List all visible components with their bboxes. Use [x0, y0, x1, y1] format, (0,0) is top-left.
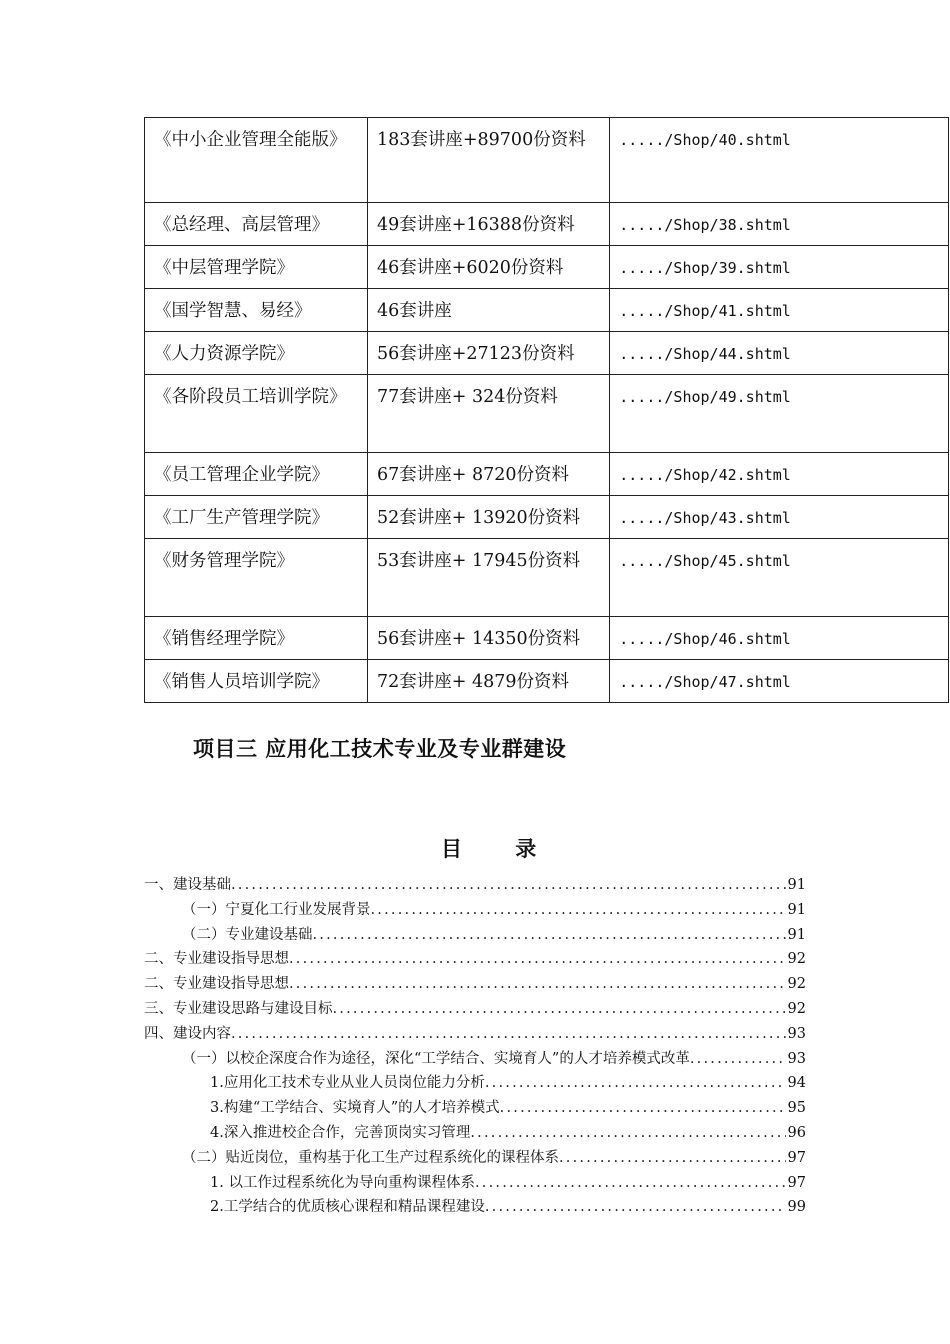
course-table-body — [145, 118, 949, 703]
toc-leader-dots — [485, 1199, 786, 1215]
toc-entry[interactable] — [144, 1171, 806, 1196]
toc-page-number: 97 — [787, 1174, 806, 1191]
toc-entry-text: 2.工学结合的优质核心课程和精品课程建设 — [210, 1199, 485, 1216]
course-content-cell: 56套讲座+ 14350份资料 — [367, 617, 609, 660]
toc-leader-dots — [289, 951, 786, 967]
course-link-cell: ...../Shop/41.shtml — [610, 289, 949, 332]
course-name-cell: 《销售人员培训学院》 — [145, 660, 368, 703]
toc-page-number: 96 — [787, 1124, 806, 1141]
toc-entry[interactable] — [144, 947, 806, 972]
course-name-cell: 《员工管理企业学院》 — [145, 453, 368, 496]
toc-entry-text: （二）贴近岗位，重构基于化工生产过程系统化的课程体系 — [182, 1149, 559, 1166]
toc-entry[interactable] — [144, 923, 806, 948]
toc-page-number: 92 — [787, 976, 806, 993]
toc-page-number: 94 — [787, 1075, 806, 1092]
course-content-cell: 67套讲座+ 8720份资料 — [367, 453, 609, 496]
course-name-cell: 《各阶段员工培训学院》 — [145, 375, 368, 453]
toc-entry[interactable] — [144, 997, 806, 1022]
toc-leader-dots — [371, 902, 786, 918]
toc-entry[interactable] — [144, 1022, 806, 1047]
table-row — [145, 289, 949, 332]
toc-leader-dots — [231, 1026, 786, 1042]
toc-leader-dots — [231, 877, 786, 893]
toc-entry-text: 4.深入推进校企合作，完善顶岗实习管理 — [210, 1124, 471, 1141]
course-name-cell: 《销售经理学院》 — [145, 617, 368, 660]
toc-entry[interactable] — [144, 898, 806, 923]
course-content-cell: 72套讲座+ 4879份资料 — [367, 660, 609, 703]
table-row — [145, 246, 949, 289]
toc-page-number: 92 — [787, 951, 806, 968]
course-content-cell: 53套讲座+ 17945份资料 — [367, 539, 609, 617]
table-row — [145, 332, 949, 375]
course-link-cell: ...../Shop/43.shtml — [610, 496, 949, 539]
toc-entry-text: 四、建设内容 — [144, 1025, 231, 1042]
toc-entry[interactable] — [144, 1047, 806, 1072]
toc-entry[interactable] — [144, 972, 806, 997]
toc-entry-text: 二、专业建设指导思想 — [144, 951, 289, 968]
toc-entry-text: 二、专业建设指导思想 — [144, 976, 289, 993]
toc-entry[interactable] — [144, 1071, 806, 1096]
course-content-cell: 183套讲座+89700份资料 — [367, 118, 609, 203]
section-heading: 项目三 应用化工技术专业及专业群建设 — [193, 737, 567, 761]
toc-entry-text: 三、专业建设思路与建设目标 — [144, 1000, 333, 1017]
course-link-cell: ...../Shop/49.shtml — [610, 375, 949, 453]
course-link-cell: ...../Shop/47.shtml — [610, 660, 949, 703]
toc-entry-text: 1. 以工作过程系统化为导向重构课程体系 — [210, 1174, 475, 1191]
table-row — [145, 660, 949, 703]
course-name-cell: 《总经理、高层管理》 — [145, 203, 368, 246]
course-name-cell: 《工厂生产管理学院》 — [145, 496, 368, 539]
table-of-contents — [144, 873, 806, 1220]
toc-entry-text: （二）专业建设基础 — [182, 926, 313, 943]
toc-entry-text: 一、建设基础 — [144, 877, 231, 893]
toc-page-number: 93 — [787, 1050, 806, 1067]
toc-leader-dots — [500, 1100, 786, 1116]
toc-leader-dots — [485, 1075, 786, 1091]
toc-entry-text: （一）以校企深度合作为途径，深化“工学结合、实境育人”的人才培养模式改革 — [182, 1050, 690, 1067]
toc-leader-dots — [313, 927, 786, 943]
course-content-cell: 52套讲座+ 13920份资料 — [367, 496, 609, 539]
table-row — [145, 375, 949, 453]
course-name-cell: 《中层管理学院》 — [145, 246, 368, 289]
toc-entry-text: 3.构建“工学结合、实境育人”的人才培养模式 — [210, 1100, 500, 1117]
course-name-cell: 《人力资源学院》 — [145, 332, 368, 375]
course-content-cell: 77套讲座+ 324份资料 — [367, 375, 609, 453]
course-name-cell: 《中小企业管理全能版》 — [145, 118, 368, 203]
toc-leader-dots — [690, 1051, 786, 1067]
toc-leader-dots — [333, 1001, 786, 1017]
course-content-cell: 46套讲座+6020份资料 — [367, 246, 609, 289]
toc-leader-dots — [559, 1150, 786, 1166]
course-name-cell: 《财务管理学院》 — [145, 539, 368, 617]
toc-entry-text: 1.应用化工技术专业从业人员岗位能力分析 — [210, 1075, 485, 1092]
table-row — [145, 617, 949, 660]
toc-entry[interactable] — [144, 1195, 806, 1220]
table-row — [145, 203, 949, 246]
toc-page-number: 97 — [787, 1149, 806, 1166]
course-content-cell: 46套讲座 — [367, 289, 609, 332]
toc-entry-text: （一）宁夏化工行业发展背景 — [182, 901, 371, 918]
course-link-cell: ...../Shop/42.shtml — [610, 453, 949, 496]
course-link-cell: ...../Shop/40.shtml — [610, 118, 949, 203]
course-content-cell: 56套讲座+27123份资料 — [367, 332, 609, 375]
course-link-cell: ...../Shop/39.shtml — [610, 246, 949, 289]
toc-leader-dots — [289, 976, 786, 992]
toc-entry[interactable] — [144, 873, 806, 898]
toc-title: 目 录 — [441, 837, 537, 861]
course-link-cell: ...../Shop/45.shtml — [610, 539, 949, 617]
table-row — [145, 539, 949, 617]
course-link-cell: ...../Shop/44.shtml — [610, 332, 949, 375]
toc-page-number: 91 — [787, 926, 806, 943]
toc-page-number: 91 — [787, 877, 806, 893]
toc-leader-dots — [475, 1175, 786, 1191]
course-link-cell: ...../Shop/38.shtml — [610, 203, 949, 246]
toc-leader-dots — [470, 1125, 785, 1141]
toc-page-number: 91 — [787, 901, 806, 918]
course-table — [144, 117, 949, 703]
table-row — [145, 496, 949, 539]
table-row — [145, 118, 949, 203]
toc-entry[interactable] — [144, 1096, 806, 1121]
toc-entry[interactable] — [144, 1146, 806, 1171]
toc-page-number: 95 — [787, 1100, 806, 1117]
toc-page-number: 92 — [787, 1000, 806, 1017]
course-content-cell: 49套讲座+16388份资料 — [367, 203, 609, 246]
table-row — [145, 453, 949, 496]
toc-entry[interactable] — [144, 1121, 806, 1146]
toc-page-number: 99 — [787, 1199, 806, 1216]
course-link-cell: ...../Shop/46.shtml — [610, 617, 949, 660]
toc-page-number: 93 — [787, 1025, 806, 1042]
course-name-cell: 《国学智慧、易经》 — [145, 289, 368, 332]
